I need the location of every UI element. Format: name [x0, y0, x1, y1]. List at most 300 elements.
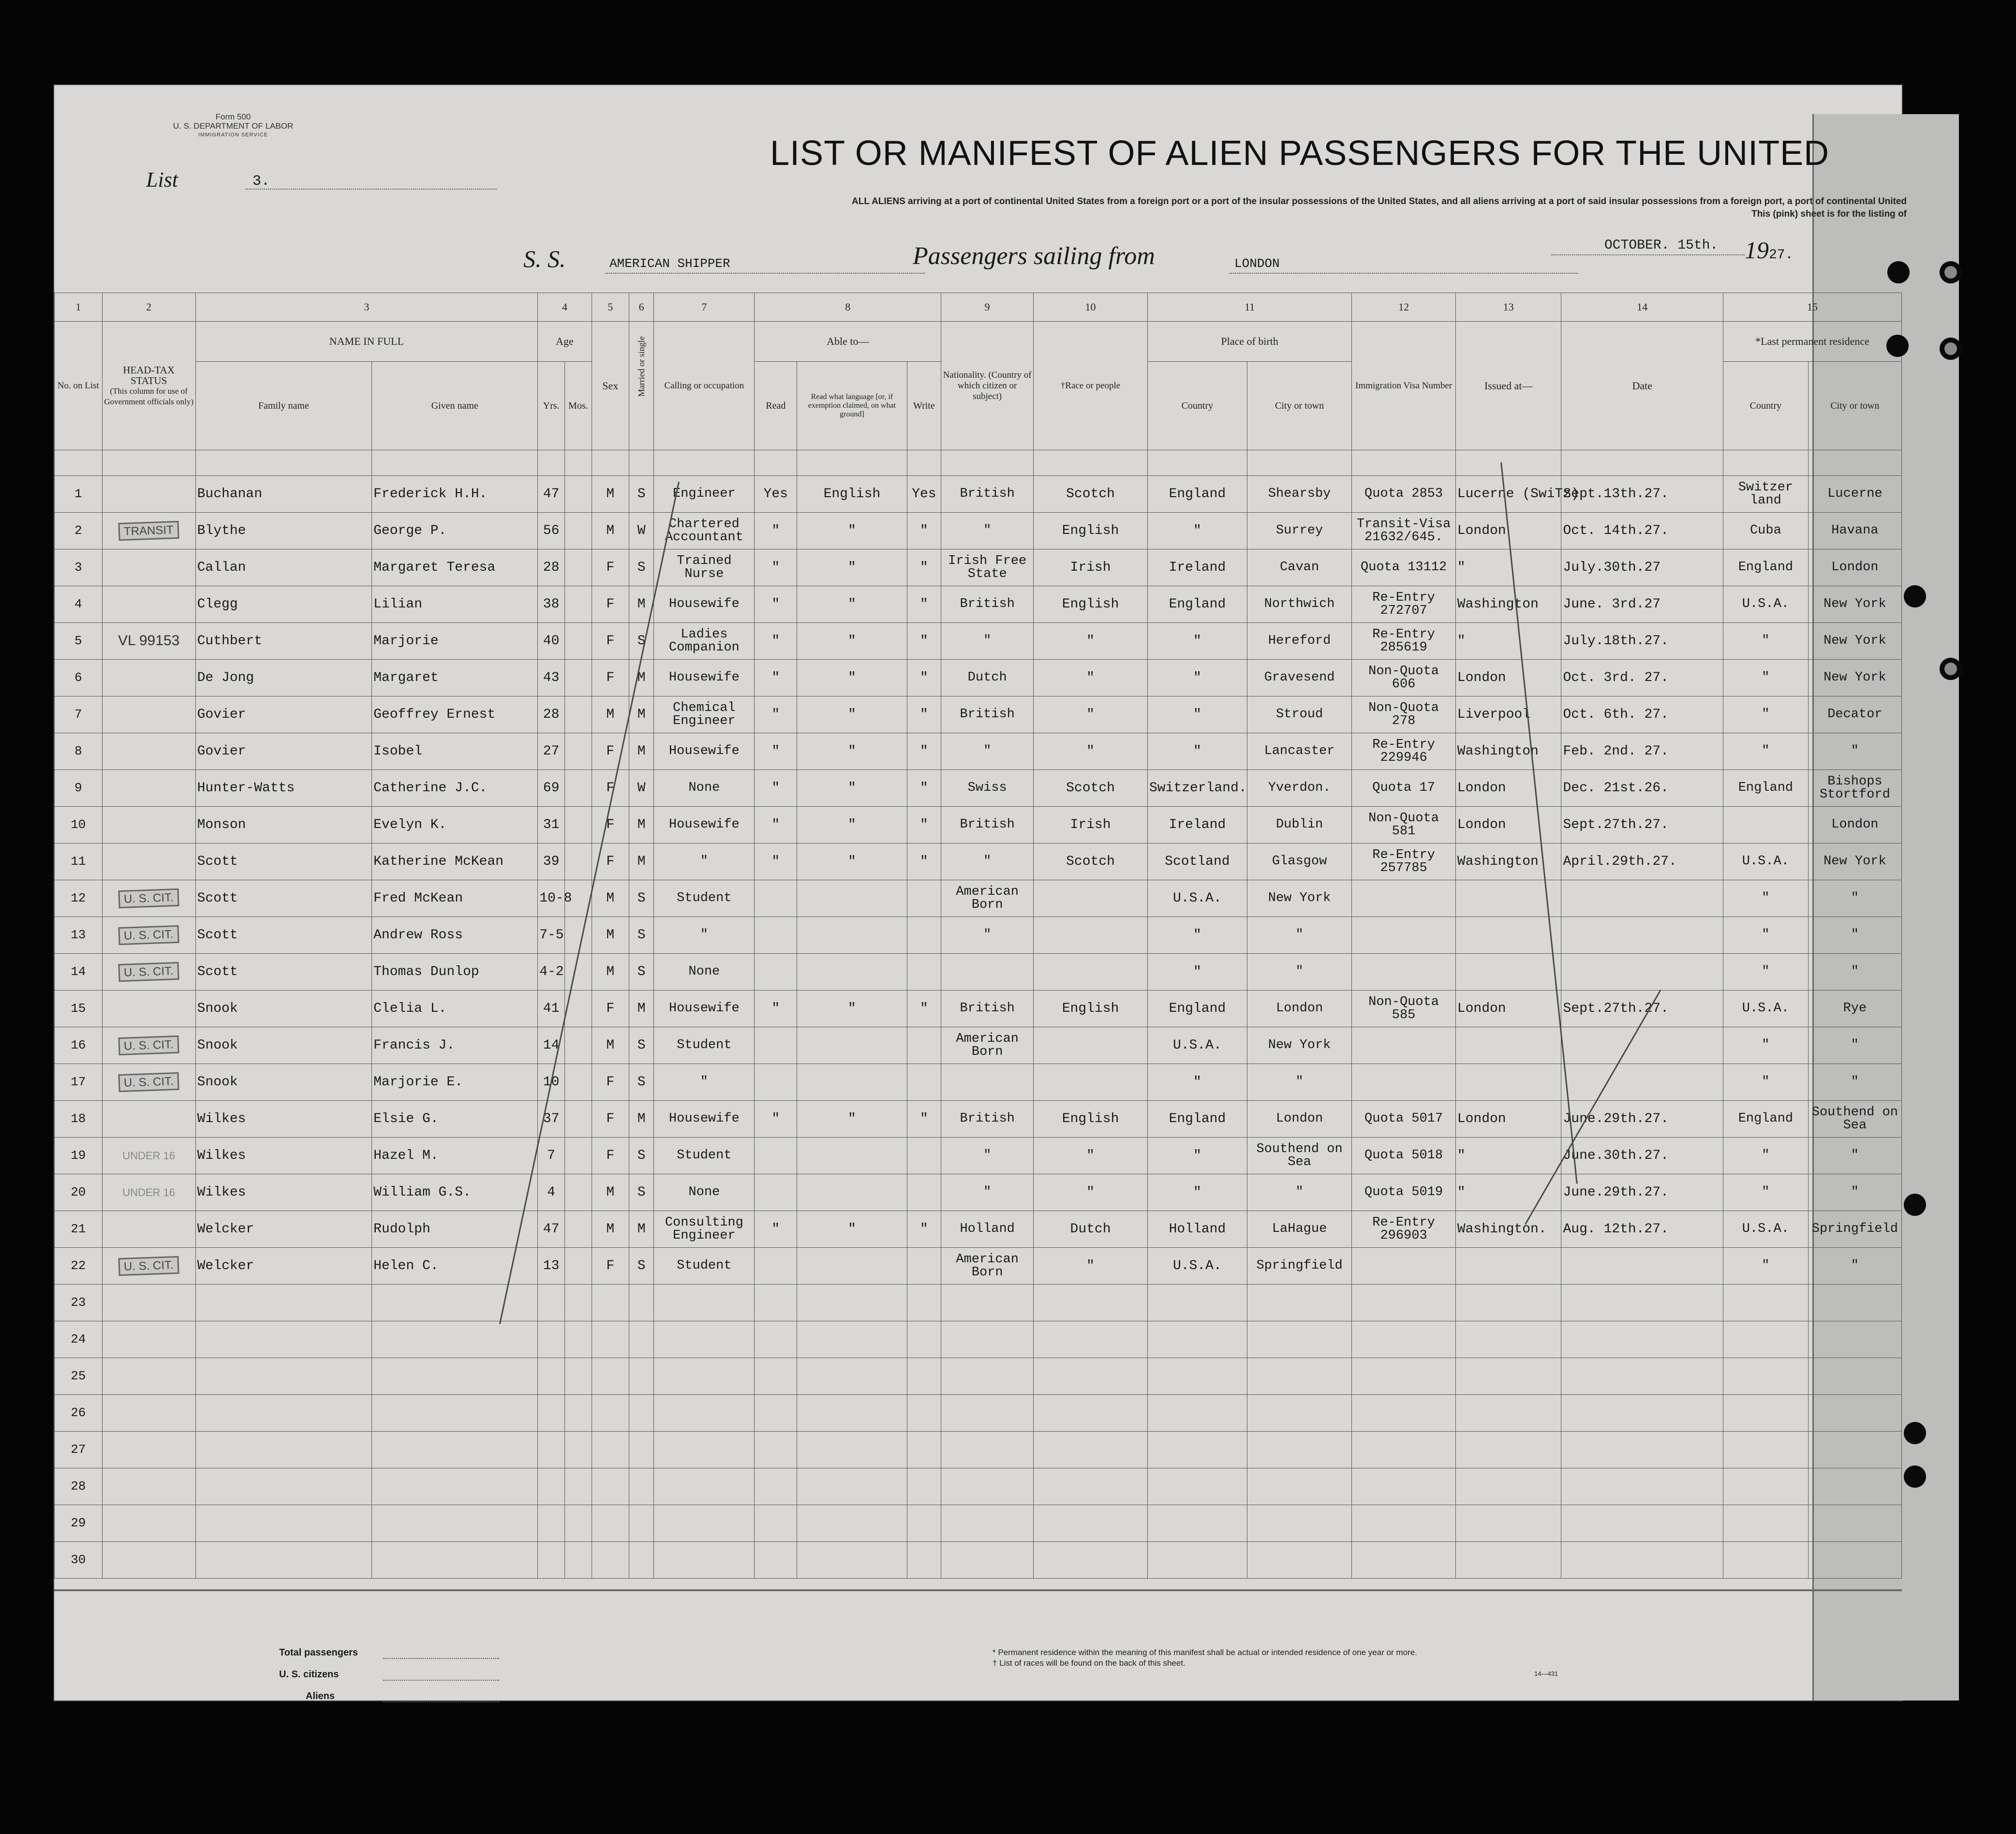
- cell-date: [1561, 1432, 1723, 1468]
- cell-issued: ": [1455, 549, 1561, 586]
- cell-issued: London: [1455, 1101, 1561, 1138]
- cell-rcity: Rye: [1808, 991, 1901, 1027]
- cell-city: Shearsby: [1247, 476, 1352, 513]
- cell-date: [1561, 1027, 1723, 1064]
- cell-race: [1034, 1432, 1148, 1468]
- table-row: [55, 1468, 1902, 1505]
- cell-rcountry: England: [1723, 770, 1808, 807]
- cell-tax: [102, 1395, 195, 1432]
- cell-city: [1247, 1432, 1352, 1468]
- cell-occ: None: [654, 770, 755, 807]
- cell-nat: [941, 1542, 1034, 1579]
- cell-mos: [564, 586, 592, 623]
- cell-rcity: ": [1808, 880, 1901, 917]
- cell-visa: Re-Entry 272707: [1352, 586, 1455, 623]
- cell-race: [1034, 1395, 1148, 1432]
- cell-race: Irish: [1034, 549, 1148, 586]
- cell-sex: [592, 1358, 629, 1395]
- cell-sex: M: [592, 513, 629, 549]
- head-tax-stamp: TRANSIT: [119, 521, 179, 541]
- cell-occ: [654, 1285, 755, 1321]
- cell-ms: S: [629, 1138, 653, 1174]
- cell-tax: [102, 991, 195, 1027]
- cell-rcity: London: [1808, 807, 1901, 843]
- cell-given: Clelia L.: [372, 991, 538, 1027]
- binder-hole: [1940, 261, 1962, 283]
- cell-date: Sept.13th.27.: [1561, 476, 1723, 513]
- cell-city: LaHague: [1247, 1211, 1352, 1248]
- cell-country: ": [1147, 954, 1247, 991]
- binder-hole: [1904, 585, 1926, 607]
- subtitle-line-2: This (pink) sheet is for the listing of: [1751, 209, 1907, 219]
- cell-no: 1: [55, 476, 103, 513]
- cell-rcountry: ": [1723, 1138, 1808, 1174]
- cell-race: ": [1034, 696, 1148, 733]
- cell-sex: F: [592, 733, 629, 770]
- cell-family: [195, 1468, 372, 1505]
- cell-visa: Quota 13112: [1352, 549, 1455, 586]
- cell-rcountry: U.S.A.: [1723, 843, 1808, 880]
- cell-write: [907, 1064, 941, 1101]
- cell-rcity: ": [1808, 1027, 1901, 1064]
- cell-lang: [797, 917, 907, 954]
- cell-given: Helen C.: [372, 1248, 538, 1285]
- cell-lang: ": [797, 623, 907, 660]
- cell-date: [1561, 954, 1723, 991]
- cell-tax: [102, 1211, 195, 1248]
- cell-no: 23: [55, 1285, 103, 1321]
- cell-read: [755, 1358, 797, 1395]
- cell-rcity: [1808, 1432, 1901, 1468]
- cell-occ: Housewife: [654, 991, 755, 1027]
- cell-yrs: 47: [538, 1211, 565, 1248]
- cell-write: [907, 917, 941, 954]
- cell-issued: Washington.: [1455, 1211, 1561, 1248]
- cell-nat: [941, 1395, 1034, 1432]
- form-identifier: [146, 112, 320, 140]
- cell-no: 7: [55, 696, 103, 733]
- cell-rcity: London: [1808, 549, 1901, 586]
- header-place-of-birth: Place of birth: [1147, 322, 1351, 362]
- table-row: [55, 1138, 1902, 1174]
- cell-rcountry: ": [1723, 660, 1808, 696]
- cell-mos: [564, 807, 592, 843]
- cell-rcity: Bishops Stortford: [1808, 770, 1901, 807]
- cell-mos: [564, 843, 592, 880]
- cell-ms: M: [629, 1211, 653, 1248]
- cell-visa: Re-Entry 257785: [1352, 843, 1455, 880]
- cell-rcountry: [1723, 807, 1808, 843]
- cell-issued: [1455, 1358, 1561, 1395]
- cell-date: July.30th.27: [1561, 549, 1723, 586]
- cell-country: ": [1147, 696, 1247, 733]
- cell-lang: [797, 1138, 907, 1174]
- cell-sex: M: [592, 880, 629, 917]
- cell-visa: [1352, 1358, 1455, 1395]
- cell-family: Snook: [195, 991, 372, 1027]
- cell-country: U.S.A.: [1147, 880, 1247, 917]
- cell-lang: [797, 1285, 907, 1321]
- cell-family: Snook: [195, 1027, 372, 1064]
- cell-visa: [1352, 1248, 1455, 1285]
- cell-no: 15: [55, 991, 103, 1027]
- cell-write: [907, 954, 941, 991]
- cell-write: ": [907, 513, 941, 549]
- cell-no: 25: [55, 1358, 103, 1395]
- cell-occ: [654, 1505, 755, 1542]
- cell-tax: [102, 696, 195, 733]
- cell-sex: F: [592, 843, 629, 880]
- cell-lang: ": [797, 586, 907, 623]
- cell-lang: ": [797, 549, 907, 586]
- ship-name-line: [606, 273, 925, 274]
- cell-family: Snook: [195, 1064, 372, 1101]
- cell-rcity: New York: [1808, 660, 1901, 696]
- cell-occ: [654, 1542, 755, 1579]
- cell-visa: Quota 5017: [1352, 1101, 1455, 1138]
- cell-family: [195, 1358, 372, 1395]
- table-row: [55, 733, 1902, 770]
- cell-ms: S: [629, 880, 653, 917]
- cell-rcity: ": [1808, 733, 1901, 770]
- cell-race: ": [1034, 1174, 1148, 1211]
- cell-rcountry: ": [1723, 623, 1808, 660]
- cell-mos: [564, 1174, 592, 1211]
- cell-nat: [941, 1358, 1034, 1395]
- cell-yrs: 28: [538, 696, 565, 733]
- cell-family: Wilkes: [195, 1101, 372, 1138]
- cell-occ: Student: [654, 1138, 755, 1174]
- cell-ms: W: [629, 770, 653, 807]
- cell-rcountry: [1723, 1432, 1808, 1468]
- cell-occ: Student: [654, 1027, 755, 1064]
- manifest-title: LIST OR MANIFEST OF ALIEN PASSENGERS FOR THE UNITED: [770, 134, 1830, 173]
- header-able-to: Able to—: [755, 322, 941, 362]
- cell-write: ": [907, 733, 941, 770]
- cell-date: Sept.27th.27.: [1561, 807, 1723, 843]
- table-row: [55, 1285, 1902, 1321]
- cell-city: ": [1247, 1174, 1352, 1211]
- cell-date: Dec. 21st.26.: [1561, 770, 1723, 807]
- cell-yrs: [538, 1285, 565, 1321]
- header-birth-city: City or town: [1247, 362, 1352, 450]
- cell-race: [1034, 1064, 1148, 1101]
- cell-city: ": [1247, 954, 1352, 991]
- cell-mos: [564, 1542, 592, 1579]
- cell-read: ": [755, 586, 797, 623]
- cell-issued: [1455, 954, 1561, 991]
- cell-tax: [102, 770, 195, 807]
- cell-yrs: [538, 1321, 565, 1358]
- table-row: [55, 1027, 1902, 1064]
- cell-mos: [564, 1064, 592, 1101]
- cell-sex: F: [592, 1064, 629, 1101]
- cell-write: ": [907, 843, 941, 880]
- cell-ms: S: [629, 917, 653, 954]
- cell-read: [755, 1027, 797, 1064]
- cell-given: [372, 1358, 538, 1395]
- cell-given: Marjorie: [372, 623, 538, 660]
- cell-issued: London: [1455, 991, 1561, 1027]
- cell-mos: [564, 954, 592, 991]
- cell-sex: M: [592, 1211, 629, 1248]
- cell-read: ": [755, 991, 797, 1027]
- cell-family: Welcker: [195, 1248, 372, 1285]
- cell-no: 4: [55, 586, 103, 623]
- cell-family: Scott: [195, 843, 372, 880]
- cell-country: ": [1147, 733, 1247, 770]
- cell-sex: M: [592, 917, 629, 954]
- cell-city: Cavan: [1247, 549, 1352, 586]
- cell-nat: ": [941, 1174, 1034, 1211]
- cell-city: [1247, 1395, 1352, 1432]
- cell-sex: F: [592, 807, 629, 843]
- cell-ms: S: [629, 1248, 653, 1285]
- cell-no: 24: [55, 1321, 103, 1358]
- cell-rcity: [1808, 1505, 1901, 1542]
- cell-lang: ": [797, 991, 907, 1027]
- cell-rcity: Havana: [1808, 513, 1901, 549]
- header-spacer-row: [55, 450, 1902, 476]
- cell-rcity: [1808, 1395, 1901, 1432]
- cell-race: [1034, 1321, 1148, 1358]
- cell-sex: F: [592, 549, 629, 586]
- cell-city: London: [1247, 991, 1352, 1027]
- cell-read: [755, 1542, 797, 1579]
- cell-issued: Washington: [1455, 733, 1561, 770]
- cell-rcity: New York: [1808, 843, 1901, 880]
- cell-sex: M: [592, 696, 629, 733]
- cell-rcity: ": [1808, 954, 1901, 991]
- cell-write: [907, 1248, 941, 1285]
- footnote-races: † List of races will be found on the back of this sheet.: [993, 1658, 1186, 1668]
- cell-visa: [1352, 1395, 1455, 1432]
- cell-visa: Transit-Visa 21632/645.: [1352, 513, 1455, 549]
- cell-rcity: ": [1808, 1064, 1901, 1101]
- cell-read: [755, 1174, 797, 1211]
- cell-tax: [102, 733, 195, 770]
- cell-race: [1034, 917, 1148, 954]
- cell-family: Buchanan: [195, 476, 372, 513]
- cell-lang: [797, 1542, 907, 1579]
- cell-write: ": [907, 1211, 941, 1248]
- header-residence-country: Country: [1723, 362, 1808, 450]
- header-residence-city: City or town: [1808, 362, 1901, 450]
- manifest-sheet: [54, 85, 1907, 1701]
- cell-ms: S: [629, 1064, 653, 1101]
- cell-read: [755, 1505, 797, 1542]
- table-row: [55, 807, 1902, 843]
- cell-given: Isobel: [372, 733, 538, 770]
- cell-given: Margaret: [372, 660, 538, 696]
- sailing-port: LONDON: [1234, 256, 1280, 271]
- cell-race: Scotch: [1034, 843, 1148, 880]
- cell-ms: S: [629, 1027, 653, 1064]
- cell-race: ": [1034, 733, 1148, 770]
- cell-no: 18: [55, 1101, 103, 1138]
- cell-mos: [564, 513, 592, 549]
- cell-tax: [102, 807, 195, 843]
- cell-mos: [564, 1027, 592, 1064]
- cell-given: Frederick H.H.: [372, 476, 538, 513]
- cell-nat: British: [941, 991, 1034, 1027]
- ship-name: AMERICAN SHIPPER: [609, 256, 730, 271]
- cell-read: ": [755, 770, 797, 807]
- cell-read: ": [755, 623, 797, 660]
- cell-issued: London: [1455, 513, 1561, 549]
- cell-write: [907, 1285, 941, 1321]
- cell-occ: [654, 1468, 755, 1505]
- cell-read: ": [755, 807, 797, 843]
- cell-rcity: Southend on Sea: [1808, 1101, 1901, 1138]
- passenger-table: [54, 293, 1902, 1579]
- header-mos: Mos.: [564, 362, 592, 450]
- cell-family: Callan: [195, 549, 372, 586]
- cell-date: April.29th.27.: [1561, 843, 1723, 880]
- header-calling: Calling or occupation: [654, 322, 755, 450]
- cell-nat: British: [941, 1101, 1034, 1138]
- cell-write: ": [907, 660, 941, 696]
- cell-lang: ": [797, 1101, 907, 1138]
- cell-rcountry: ": [1723, 1027, 1808, 1064]
- cell-lang: [797, 1027, 907, 1064]
- cell-nat: [941, 1285, 1034, 1321]
- cell-occ: ": [654, 1064, 755, 1101]
- cell-country: Scotland: [1147, 843, 1247, 880]
- cell-race: ": [1034, 660, 1148, 696]
- cell-sex: F: [592, 660, 629, 696]
- cell-race: [1034, 1285, 1148, 1321]
- cell-city: ": [1247, 1064, 1352, 1101]
- head-tax-stamp: U. S. CIT.: [119, 962, 179, 982]
- cell-nat: [941, 1432, 1034, 1468]
- list-number-line: [245, 189, 497, 190]
- cell-read: [755, 917, 797, 954]
- cell-occ: None: [654, 954, 755, 991]
- cell-occ: Student: [654, 880, 755, 917]
- header-visa-number: Immigration Visa Number: [1352, 322, 1455, 450]
- table-row: [55, 1432, 1902, 1468]
- cell-given: Geoffrey Ernest: [372, 696, 538, 733]
- cell-given: Margaret Teresa: [372, 549, 538, 586]
- cell-yrs: [538, 1468, 565, 1505]
- cell-city: [1247, 1468, 1352, 1505]
- cell-city: New York: [1247, 880, 1352, 917]
- cell-ms: S: [629, 954, 653, 991]
- cell-given: George P.: [372, 513, 538, 549]
- cell-mos: [564, 1248, 592, 1285]
- cell-sex: F: [592, 1138, 629, 1174]
- cell-family: [195, 1285, 372, 1321]
- cell-date: Oct. 14th.27.: [1561, 513, 1723, 549]
- cell-tax: [102, 476, 195, 513]
- cell-visa: Non-Quota 585: [1352, 991, 1455, 1027]
- cell-visa: Quota 5019: [1352, 1174, 1455, 1211]
- cell-yrs: 43: [538, 660, 565, 696]
- cell-issued: Liverpool: [1455, 696, 1561, 733]
- cell-ms: M: [629, 696, 653, 733]
- cell-lang: ": [797, 733, 907, 770]
- cell-date: [1561, 1321, 1723, 1358]
- cell-race: [1034, 880, 1148, 917]
- cell-tax: [102, 1432, 195, 1468]
- cell-lang: English: [797, 476, 907, 513]
- cell-family: Govier: [195, 733, 372, 770]
- cell-mos: [564, 476, 592, 513]
- cell-given: Lilian: [372, 586, 538, 623]
- cell-lang: [797, 1248, 907, 1285]
- sailing-date-line: [1551, 254, 1745, 255]
- cell-city: [1247, 1321, 1352, 1358]
- cell-country: [1147, 1358, 1247, 1395]
- cell-no: 10: [55, 807, 103, 843]
- binder-hole: [1940, 338, 1962, 360]
- cell-issued: London: [1455, 660, 1561, 696]
- cell-country: Ireland: [1147, 807, 1247, 843]
- cell-rcountry: ": [1723, 917, 1808, 954]
- cell-rcountry: England: [1723, 1101, 1808, 1138]
- cell-country: [1147, 1321, 1247, 1358]
- cell-family: Monson: [195, 807, 372, 843]
- cell-nat: ": [941, 733, 1034, 770]
- cell-city: Stroud: [1247, 696, 1352, 733]
- cell-nat: British: [941, 696, 1034, 733]
- cell-no: 22: [55, 1248, 103, 1285]
- cell-read: [755, 1285, 797, 1321]
- cell-no: 27: [55, 1432, 103, 1468]
- cell-tax: [102, 1321, 195, 1358]
- sailing-date: OCTOBER. 15th.: [1604, 238, 1719, 253]
- cell-nat: American Born: [941, 880, 1034, 917]
- cell-rcity: New York: [1808, 623, 1901, 660]
- cell-rcity: Springfield: [1808, 1211, 1901, 1248]
- cell-lang: ": [797, 843, 907, 880]
- cell-given: Elsie G.: [372, 1101, 538, 1138]
- list-label: List: [146, 168, 178, 192]
- cell-date: [1561, 1248, 1723, 1285]
- cell-tax: [102, 880, 195, 917]
- cell-family: Govier: [195, 696, 372, 733]
- cell-read: ": [755, 1101, 797, 1138]
- cell-ms: [629, 1321, 653, 1358]
- cell-lang: ": [797, 513, 907, 549]
- cell-rcountry: U.S.A.: [1723, 991, 1808, 1027]
- header-nationality: Nationality. (Country of which citizen or subject): [941, 322, 1034, 450]
- cell-read: [755, 954, 797, 991]
- cell-yrs: 56: [538, 513, 565, 549]
- cell-issued: ": [1455, 1174, 1561, 1211]
- header-issued-at: Issued at—: [1455, 322, 1561, 450]
- cell-lang: [797, 1358, 907, 1395]
- cell-nat: ": [941, 513, 1034, 549]
- cell-given: Andrew Ross: [372, 917, 538, 954]
- cell-mos: [564, 1211, 592, 1248]
- cell-visa: Non-Quota 278: [1352, 696, 1455, 733]
- cell-city: Hereford: [1247, 623, 1352, 660]
- total-passengers-line: [383, 1658, 499, 1659]
- cell-issued: ": [1455, 1138, 1561, 1174]
- header-name-in-full: NAME IN FULL: [195, 322, 538, 362]
- cell-rcountry: [1723, 1395, 1808, 1432]
- header-yrs: Yrs.: [538, 362, 565, 450]
- cell-visa: [1352, 1468, 1455, 1505]
- cell-family: Scott: [195, 880, 372, 917]
- cell-ms: [629, 1285, 653, 1321]
- cell-ms: [629, 1468, 653, 1505]
- cell-sex: [592, 1321, 629, 1358]
- cell-ms: [629, 1505, 653, 1542]
- cell-sex: F: [592, 623, 629, 660]
